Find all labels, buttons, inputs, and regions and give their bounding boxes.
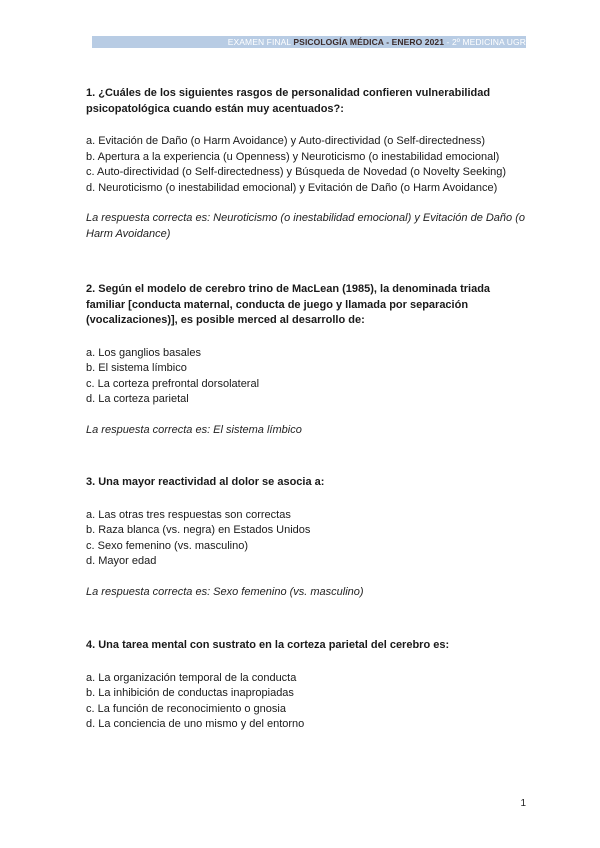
option-c: c. Auto-directividad (o Self-directedness) y Búsqueda de Novedad (o Novelty Seeking) xyxy=(86,166,507,178)
option-a: a. Las otras tres respuestas son correctas xyxy=(86,508,291,521)
header-separator: - xyxy=(444,37,452,47)
question-2 xyxy=(86,282,526,438)
exam-content xyxy=(86,86,526,733)
question-title: 1. ¿Cuáles de los siguientes rasgos de personalidad confieren vulnerabilidad psicopatológica cuando están muy acentuados?: xyxy=(86,87,491,115)
page-header xyxy=(92,36,526,48)
page-number: 1 xyxy=(520,798,526,809)
header-prefix: EXAMEN FINAL xyxy=(227,37,294,47)
option-c: c. La función de reconocimiento o gnosia xyxy=(86,702,286,715)
option-b: b. La inhibición de conductas inapropiadas xyxy=(86,687,294,699)
correct-answer: La respuesta correcta es: Sexo femenino (vs. masculino) xyxy=(86,585,364,598)
header-suffix: 2º MEDICINA UGR xyxy=(451,37,526,47)
option-d: d. Neuroticismo (o inestabilidad emocional) y Evitación de Daño (o Harm Avoidance) xyxy=(86,181,498,194)
option-d: d. La conciencia de uno mismo y del entorno xyxy=(86,718,305,730)
option-b: b. Apertura a la experiencia (u Openness) y Neuroticismo (o inestabilidad emocional) xyxy=(86,150,500,163)
option-c: c. Sexo femenino (vs. masculino) xyxy=(86,539,249,552)
correct-answer: La respuesta correcta es: El sistema límbico xyxy=(86,423,302,436)
option-d: d. La corteza parietal xyxy=(86,393,189,405)
option-a: a. Los ganglios basales xyxy=(86,346,201,359)
header-course: PSICOLOGÍA MÉDICA - ENERO 2021 xyxy=(293,37,445,47)
option-b: b. El sistema límbico xyxy=(86,362,187,374)
question-title: 2. Según el modelo de cerebro trino de MacLean (1985), la denominada triada familiar [conducta maternal, conducta de juego y llamada por separación (vocalizaciones)], es posible merced al desarrollo de: xyxy=(86,283,491,326)
question-title: 4. Una tarea mental con sustrato en la corteza parietal del cerebro es: xyxy=(86,639,450,651)
option-b: b. Raza blanca (vs. negra) en Estados Unidos xyxy=(86,524,311,536)
question-1 xyxy=(86,86,526,242)
option-d: d. Mayor edad xyxy=(86,555,157,567)
question-title: 3. Una mayor reactividad al dolor se asocia a: xyxy=(86,476,325,488)
question-3 xyxy=(86,475,526,600)
option-c: c. La corteza prefrontal dorsolateral xyxy=(86,377,260,390)
option-a: a. La organización temporal de la conducta xyxy=(86,671,297,684)
option-a: a. Evitación de Daño (o Harm Avoidance) y Auto-directividad (o Self-directedness) xyxy=(86,135,486,147)
correct-answer: La respuesta correcta es: Neuroticismo (o inestabilidad emocional) y Evitación de Daño (o Harm Avoidance) xyxy=(86,212,525,240)
question-4 xyxy=(86,638,526,733)
